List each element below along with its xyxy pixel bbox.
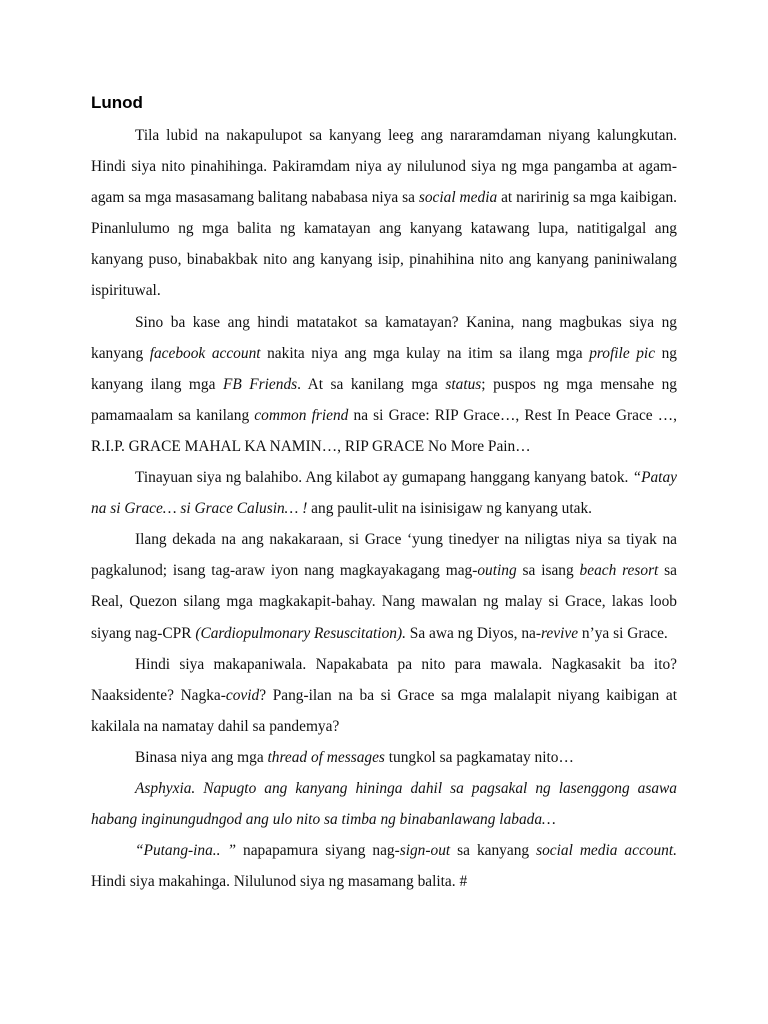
text-run: ang paulit-ulit na isinisigaw ng kanyang utak. <box>307 500 593 518</box>
text-run: Hindi siya makapaniwala. Napakabata pa nito para mawala. Nagkasakit ba ito? Naaksidente? Nagka- <box>91 655 677 704</box>
italic-text-run: covid <box>225 686 260 704</box>
text-run: Tinayuan siya ng balahibo. Ang kilabot ay gumapang hanggang kanyang batok. <box>135 469 633 487</box>
italic-text-run: social media account. <box>536 842 677 860</box>
italic-text-run: thread of messages <box>267 748 385 766</box>
paragraph <box>91 524 677 648</box>
text-run: sa isang <box>516 562 580 580</box>
italic-text-run: Asphyxia. Napugto ang kanyang hininga dahil sa pagsakal ng lasenggong asawa habang inginungudngod ang ulo nito sa timba ng binabanlawang labada… <box>91 779 677 829</box>
paragraph <box>91 462 677 524</box>
paragraph <box>91 307 677 462</box>
italic-text-run: common friend <box>254 406 349 424</box>
italic-text-run: facebook account <box>149 344 261 362</box>
text-run: tungkol sa pagkamatay nito… <box>384 748 574 766</box>
paragraph <box>91 120 677 307</box>
document-page <box>91 92 677 897</box>
text-run: Tila lubid na nakapulupot sa kanyang leeg ang nararamdaman niyang kalungkutan. Hindi siya nito pinahihinga. Pakiramdam niya ay nilulunod siya ng mga pangamba at agam-agam sa mga masasamang balitang nababasa niya sa <box>91 127 677 207</box>
text-run: ng kanyang ilang mga <box>91 344 677 393</box>
text-run: na si Grace: RIP Grace…, Rest In Peace Grace …, R.I.P. GRACE MAHAL KA NAMIN…, RIP GRACE No More Pain… <box>91 406 677 455</box>
italic-text-run: beach resort <box>579 562 659 580</box>
italic-text-run: “Patay na si Grace… si Grace Calusin… ! <box>91 469 677 518</box>
text-run: . At sa kanilang mga <box>297 375 446 393</box>
italic-text-run: outing <box>477 562 517 580</box>
text-run: sa kanyang <box>450 842 537 860</box>
italic-text-run: social media <box>418 189 498 207</box>
text-run: n’ya si Grace. <box>578 624 668 642</box>
text-run: sa Real, Quezon silang mga magkakapit-bahay. Nang mawalan ng malay si Grace, lakas loob siyang nag-CPR <box>91 562 678 642</box>
text-run: at naririnig sa mga kaibigan. Pinanlulumo ng mga balita ng kamatayan ang kanyang katawang lupa, natitigalgal ang kanyang puso, binabakbak nito ang kanyang isip, pinahihina nito ang kanyang paniniwalang ispirituwal. <box>91 189 677 300</box>
italic-text-run: “Putang-ina.. ” <box>135 842 237 860</box>
italic-text-run: sign-out <box>399 842 451 860</box>
paragraph <box>91 742 677 773</box>
italic-text-run: profile pic <box>589 344 656 362</box>
text-run: Ilang dekada na ang nakakaraan, si Grace ‘yung tinedyer na niligtas niya sa tiyak na pagkalunod; isang tag-araw iyon nang magkayakagang mag- <box>91 531 677 580</box>
text-run: ? Pang-ilan na ba si Grace sa mga malalapit niyang kaibigan at kakilala na namatay dahil sa pandemya? <box>91 686 677 735</box>
italic-text-run: (Cardiopulmonary Resuscitation). <box>195 624 406 642</box>
paragraph <box>91 773 677 835</box>
text-run: Sa awa ng Diyos, na- <box>405 624 542 642</box>
document-title: Lunod <box>91 93 143 112</box>
italic-text-run: FB Friends <box>222 375 298 393</box>
text-run: Sino ba kase ang hindi matatakot sa kamatayan? Kanina, nang magbukas siya ng kanyang <box>91 313 677 362</box>
text-run: Binasa niya ang mga <box>135 748 268 766</box>
text-run: ; puspos ng mga mensahe ng pamamaalam sa kanilang <box>91 375 677 424</box>
italic-text-run: revive <box>541 624 579 642</box>
italic-text-run: status <box>445 375 482 393</box>
text-run: Hindi siya makahinga. Nilulunod siya ng masamang balita. # <box>91 873 468 891</box>
paragraph <box>91 835 677 897</box>
document-body <box>91 120 677 897</box>
paragraph <box>91 649 677 742</box>
text-run: nakita niya ang mga kulay na itim sa ilang mga <box>260 344 590 362</box>
text-run: napapamura siyang nag- <box>236 842 400 860</box>
